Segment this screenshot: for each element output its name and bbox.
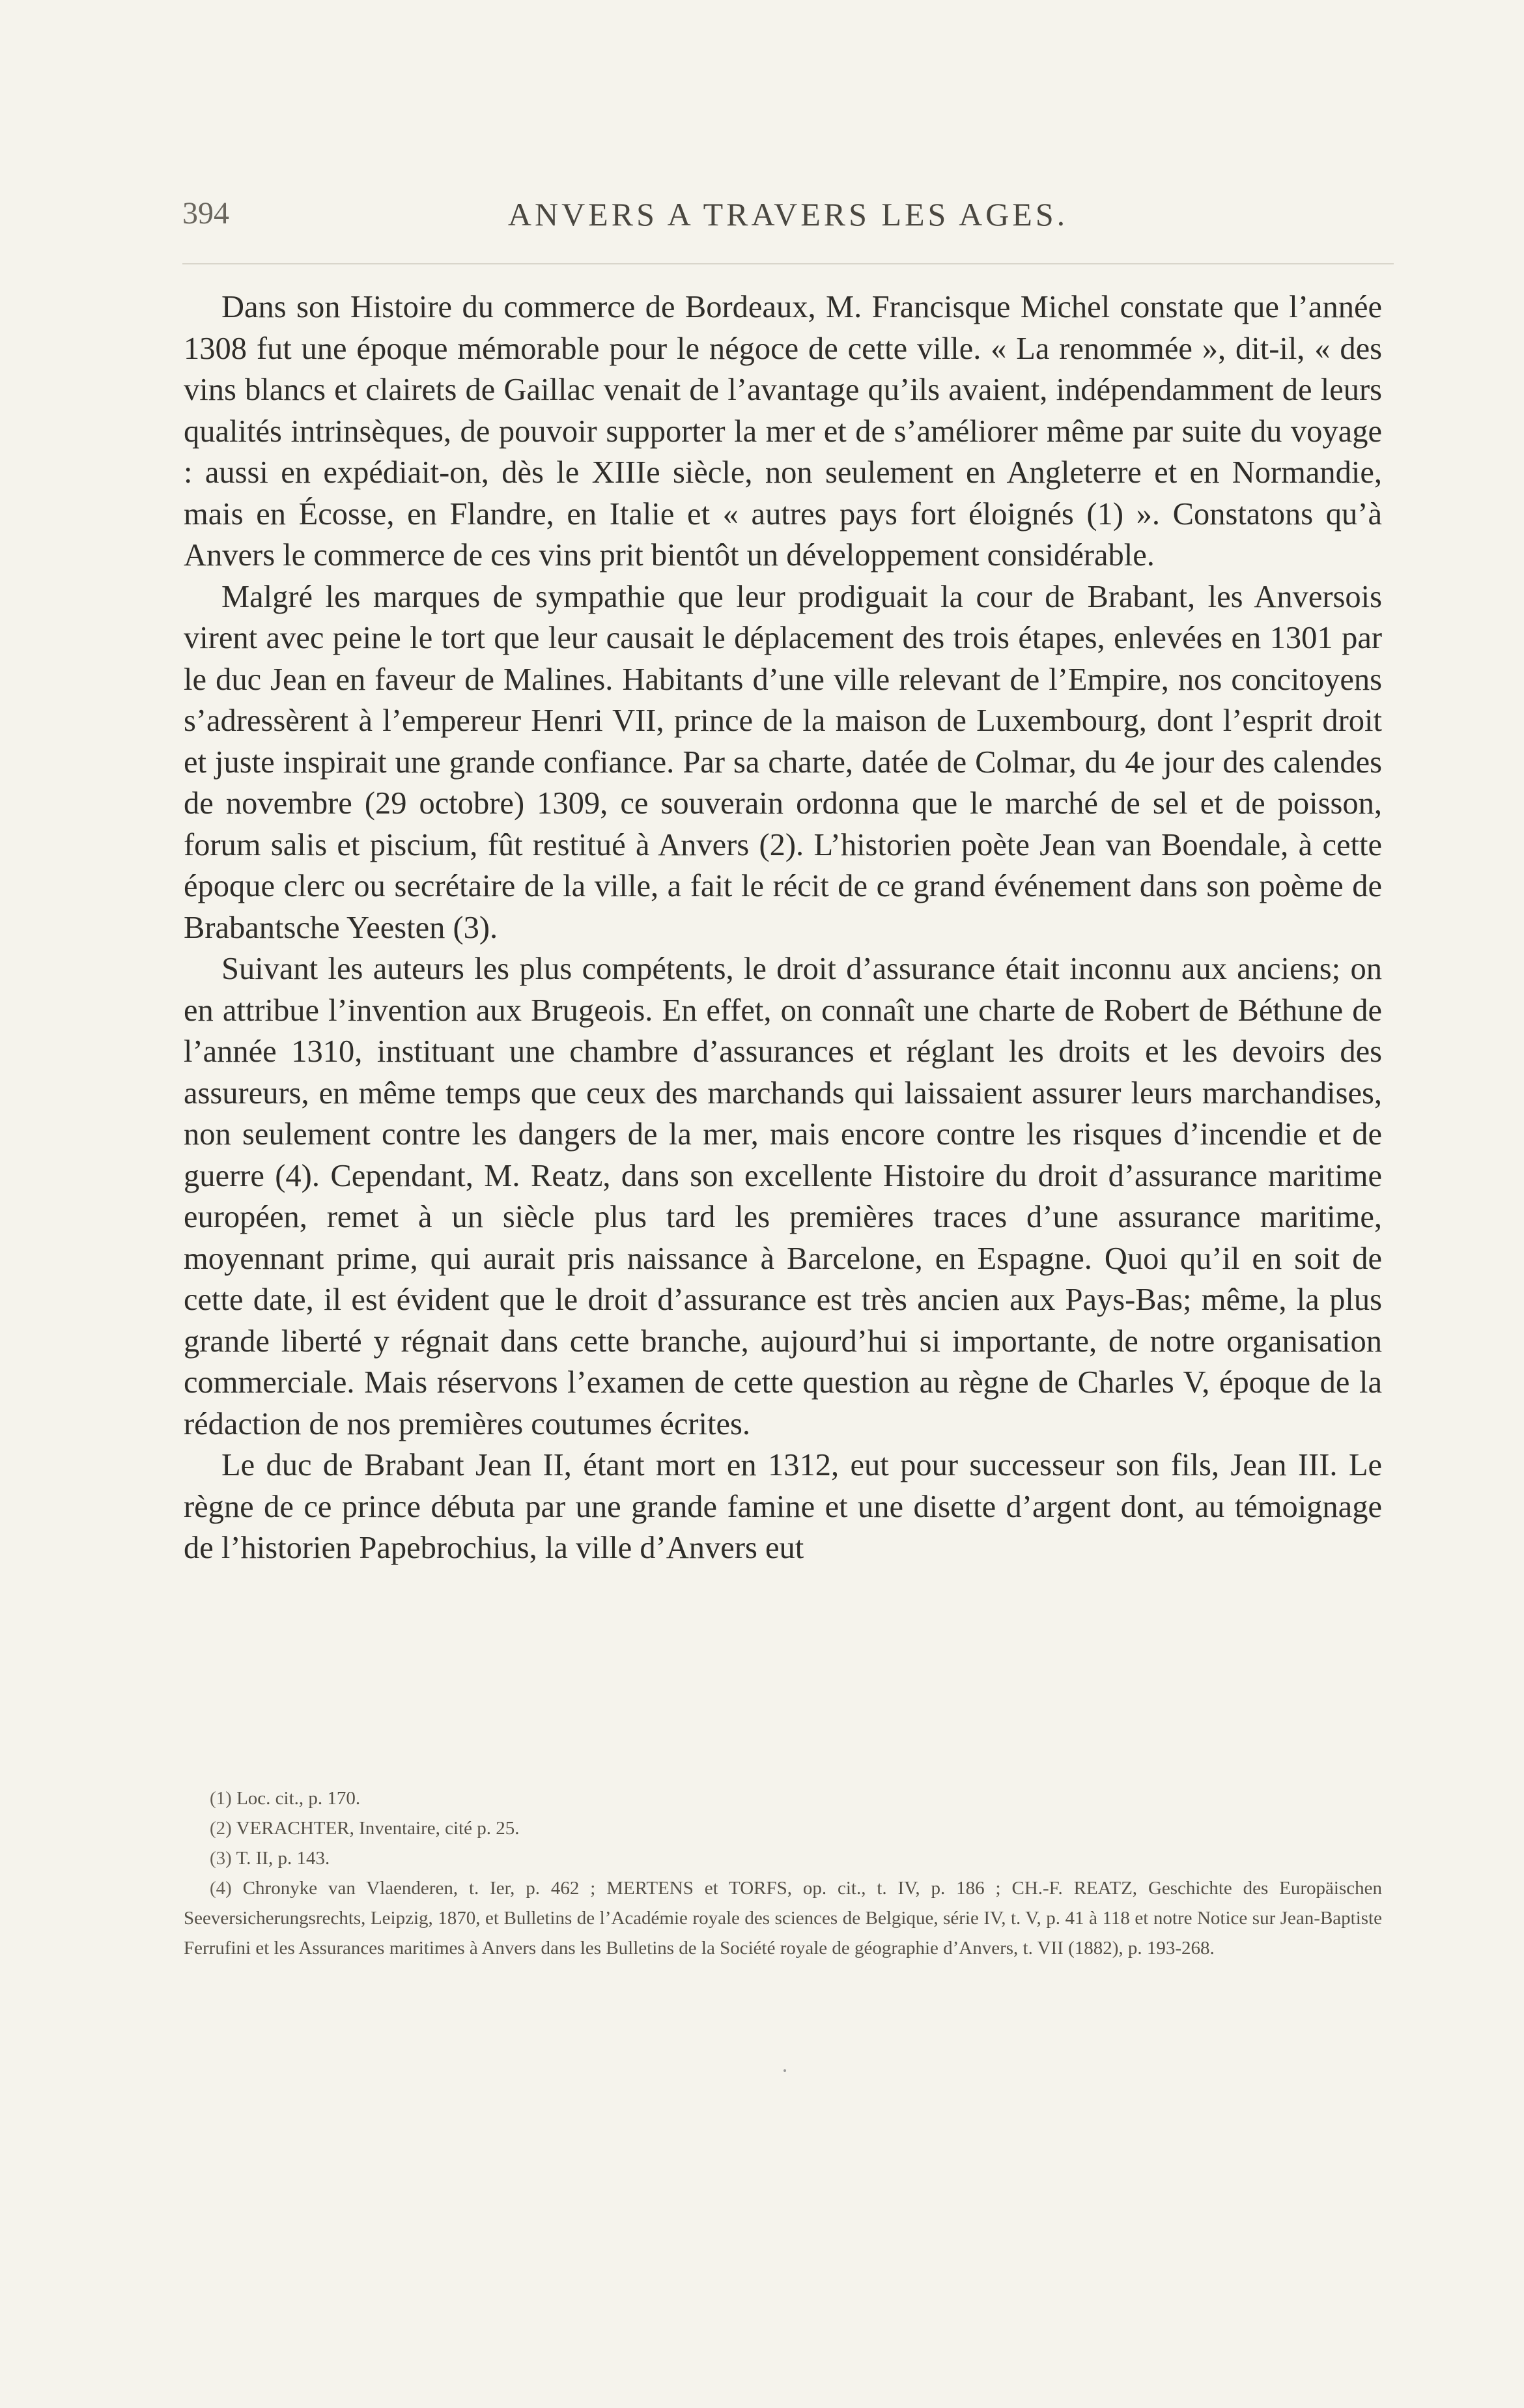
footnote — [184, 1813, 1382, 1843]
paragraph: Suivant les auteurs les plus compétents, le droit d’assurance était inconnu aux anciens; on en attribue l’invention aux Brugeois. En effet, on connaît une charte de Robert de Béthune de l’année 1310, instituant une chambre d’assurances et réglant les droits et les devoirs des assureurs, en même temps que ceux des marchands qui laissaient assurer leurs marchandises, non seulement contre les dangers de la mer, mais encore contre les risques d’incendie et de guerre (4). Cependant, M. Reatz, dans son excellente Histoire du droit d’assurance maritime européen, remet à un siècle plus tard les premières traces d’une assurance maritime, moyennant prime, qui aurait pris naissance à Barcelone, en Espagne. Quoi qu’il en soit de cette date, il est évident que le droit d’assurance est très ancien aux Pays-Bas; même, la plus grande liberté y régnait dans cette branche, aujourd’hui si importante, de notre organisation commerciale. Mais réservons l’examen de cette question au règne de Charles V, époque de la rédaction de nos premières coutumes écrites. — [184, 952, 1382, 1441]
footnote-label: (4) — [210, 1878, 232, 1899]
header-rule — [182, 263, 1394, 264]
paper-speck — [783, 2069, 786, 2072]
page-number: 394 — [182, 196, 229, 231]
footnote — [184, 1783, 1382, 1813]
footnote-label: (2) — [210, 1818, 232, 1839]
footnotes — [184, 1783, 1382, 1963]
paragraph: Dans son Histoire du commerce de Bordeaux, M. Francisque Michel constate que l’année 1308 fut une époque mémorable pour le négoce de cette ville. « La renommée », dit-il, « des vins blancs et clairets de Gaillac venait de l’avantage qu’ils avaient, indépendamment de leurs qualités intrinsèques, de pouvoir supporter la mer et de s’améliorer même par suite du voyage : aussi en expédiait-on, dès le XIIIe siècle, non seulement en Angleterre et en Normandie, mais en Écosse, en Flandre, en Italie et « autres pays fort éloignés (1) ». Constatons qu’à Anvers le commerce de ces vins prit bientôt un développement considérable. — [184, 290, 1382, 573]
footnote-text: T. II, p. 143. — [236, 1848, 330, 1869]
paragraph: Le duc de Brabant Jean II, étant mort en 1312, eut pour successeur son fils, Jean III. Le règne de ce prince débuta par une grande famine et une disette d’argent dont, au témoignage de l’historien Papebrochius, la ville d’Anvers eut — [184, 1448, 1382, 1565]
footnote — [184, 1843, 1382, 1873]
footnote-label: (3) — [210, 1848, 232, 1869]
paragraph: Malgré les marques de sympathie que leur prodiguait la cour de Brabant, les Anversois virent avec peine le tort que leur causait le déplacement des trois étapes, enlevées en 1301 par le duc Jean en faveur de Malines. Habitants d’une ville relevant de l’Empire, nos concitoyens s’adressèrent à l’empereur Henri VII, prince de la maison de Luxembourg, dont l’esprit droit et juste inspirait une grande confiance. Par sa charte, datée de Colmar, du 4e jour des calendes de novembre (29 octobre) 1309, ce souverain ordonna que le marché de sel et de poisson, forum salis et piscium, fût restitué à Anvers (2). L’historien poète Jean van Boendale, à cette époque clerc ou secrétaire de la ville, a fait le récit de ce grand événement dans son poème de Brabantsche Yeesten (3). — [184, 579, 1382, 945]
page-header — [182, 195, 1394, 248]
running-title: ANVERS A TRAVERS LES AGES. — [507, 196, 1069, 233]
footnote-text: VERACHTER, Inventaire, cité p. 25. — [236, 1818, 520, 1839]
footnote-text: Loc. cit., p. 170. — [236, 1788, 361, 1809]
footnote-text: Chronyke van Vlaenderen, t. Ier, p. 462 ; MERTENS et TORFS, op. cit., t. IV, p. 186 ; CH.-F. REATZ, Geschichte des Europäischen Seeversicherungsrechts, Leipzig, 1870, et Bulletins de l’Académie royale des sciences de Belgique, série IV, t. V, p. 41 à 118 et notre Notice sur Jean-Baptiste Ferrufini et les Assurances maritimes à Anvers dans les Bulletins de la Société royale de géographie d’Anvers, t. VII (1882), p. 193-268. — [184, 1878, 1383, 1959]
body-text — [184, 287, 1382, 1569]
footnote — [184, 1873, 1382, 1963]
footnote-label: (1) — [210, 1788, 232, 1809]
